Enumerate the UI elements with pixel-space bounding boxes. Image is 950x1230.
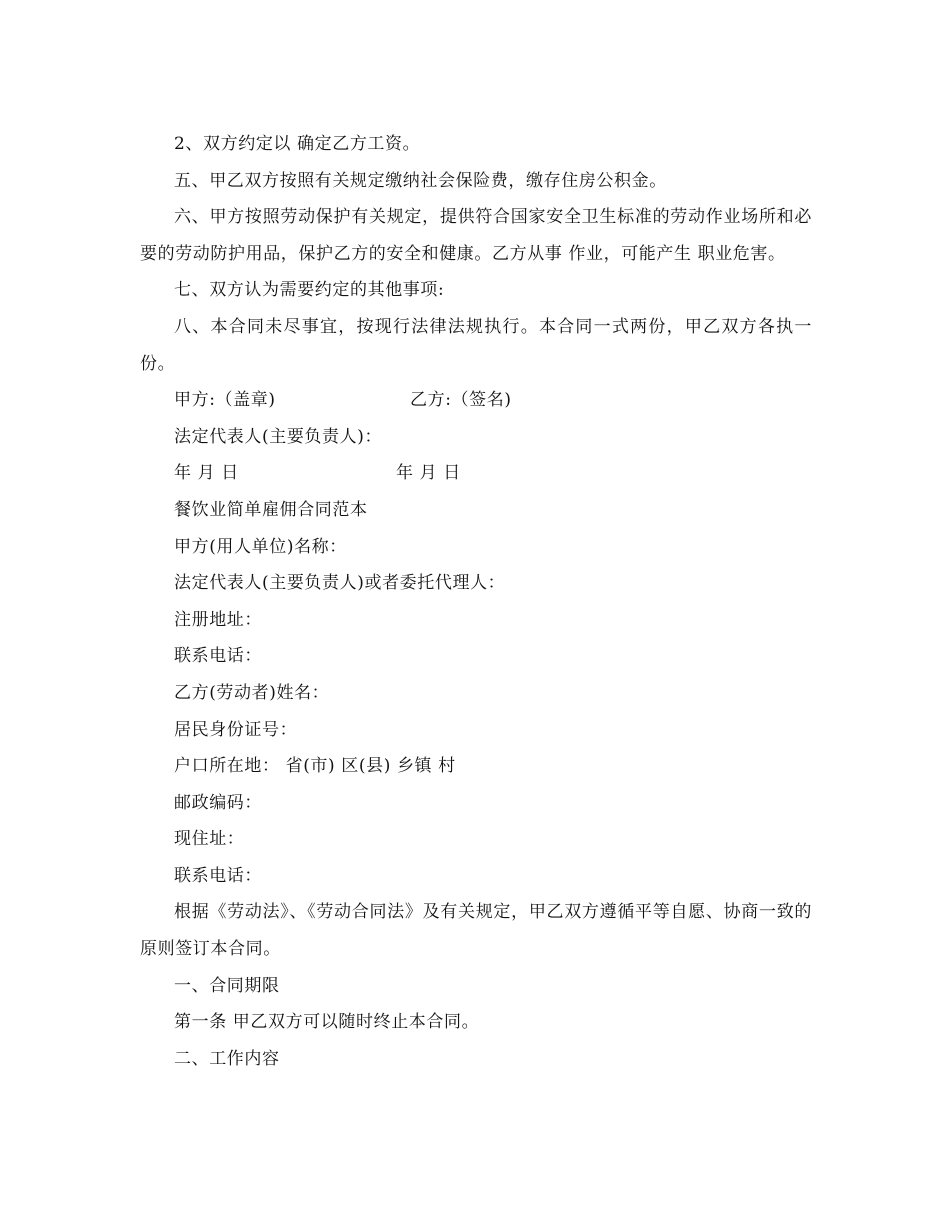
- document-body: [140, 126, 812, 1077]
- section-heading-work-content: 二、工作内容: [174, 1048, 280, 1069]
- paragraph-copies: 八、本合同未尽事宜，按现行法律法规执行。本合同一式两份，甲乙双方各执一份。: [140, 316, 812, 374]
- article-one: 第一条 甲乙双方可以随时终止本合同。: [174, 1012, 480, 1033]
- employer-legal-rep-field: 法定代表人(主要负责人)或者委托代理人：: [174, 573, 506, 594]
- party-b-sign-label: 乙方:（签名): [410, 390, 512, 411]
- employer-phone-field: 联系电话：: [174, 646, 262, 667]
- paragraph-legal-basis: 根据《劳动法》、《劳动合同法》及有关规定，甲乙双方遵循平等自愿、协商一致的原则签订本合同。: [140, 902, 812, 960]
- current-address-field: 现住址：: [174, 829, 245, 850]
- paragraph-other-matters: 七、双方认为需要约定的其他事项:: [174, 280, 445, 301]
- registered-address-field: 注册地址：: [174, 609, 262, 630]
- postal-code-field: 邮政编码：: [174, 792, 262, 813]
- employee-phone-field: 联系电话：: [174, 865, 262, 886]
- party-a-date: 年 月 日: [174, 463, 239, 484]
- paragraph-labor-protection: 六、甲方按照劳动保护有关规定，提供符合国家安全卫生标准的劳动作业场所和必要的劳动防护用品，保护乙方的安全和健康。乙方从事 作业，可能产生 职业危害。: [140, 207, 812, 264]
- employer-name-field: 甲方(用人单位)名称：: [174, 536, 347, 557]
- legal-rep-label: 法定代表人(主要负责人)：: [174, 426, 383, 447]
- signature-date-row: [140, 455, 812, 492]
- contract-title: 餐饮业简单雇佣合同范本: [174, 499, 368, 520]
- employee-name-field: 乙方(劳动者)姓名：: [174, 682, 330, 703]
- party-a-seal-label: 甲方:（盖章): [174, 390, 276, 411]
- paragraph-salary-basis: 2、双方约定以 确定乙方工资。: [174, 134, 421, 154]
- party-b-date: 年 月 日: [396, 463, 461, 484]
- id-number-field: 居民身份证号：: [174, 719, 298, 740]
- signature-parties-row: [140, 382, 812, 419]
- signature-legal-rep-row: [140, 419, 812, 456]
- paragraph-social-insurance: 五、甲乙双方按照有关规定缴纳社会保险费，缴存住房公积金。: [174, 170, 667, 191]
- household-registration-field: 户口所在地： 省(市) 区(县) 乡镇 村: [174, 756, 456, 777]
- section-heading-term: 一、合同期限: [174, 975, 280, 996]
